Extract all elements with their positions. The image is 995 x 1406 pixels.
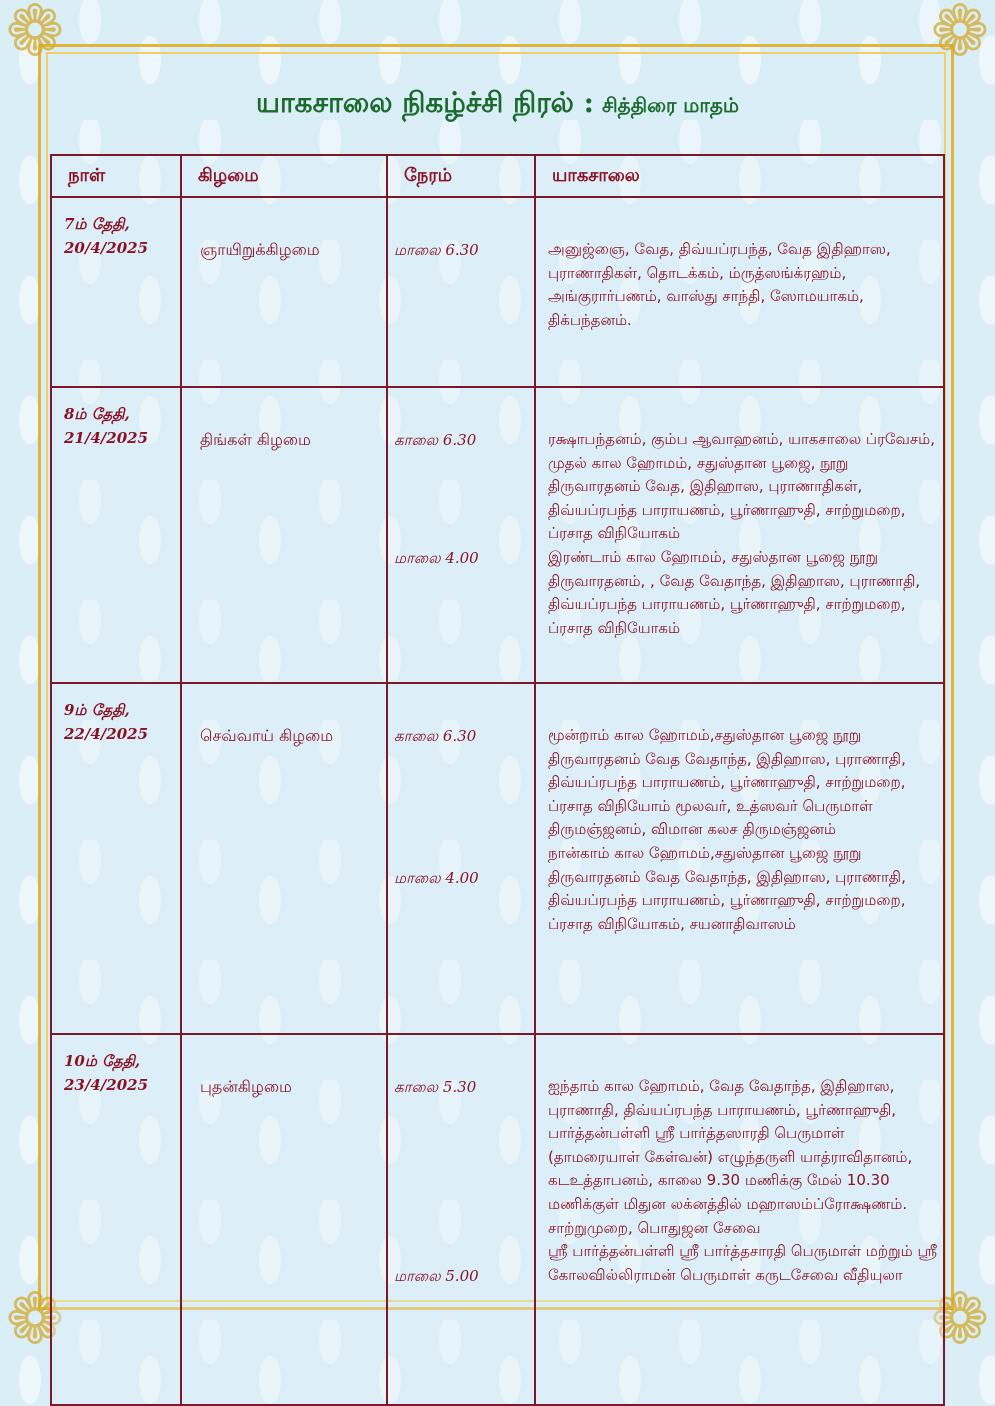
description-cell [535,683,944,1034]
ornament-corner-icon: ❁ [930,1278,990,1360]
ornament-corner-icon: ❁ [5,0,65,72]
ornament-corner-icon: ❁ [5,1278,65,1360]
ritual-description: மூன்றாம் கால ஹோமம்,சதுஸ்தான பூஜை நூறு திருவாரதனம் வேத வேதாந்த, இதிஹாஸ, புராணாதி, திவ்யப்ரபந்த பாராயணம், பூர்ணாஹுதி, சாற்றுமறை, ப்ரசாத விநியோம் மூலவர், உத்ஸவர் பெருமாள் திருமஞ்ஜனம், விமான கலச திருமஞ்ஜனம் [548,726,906,839]
page-title [0,86,995,123]
date-cell [51,387,181,683]
time-slot: மாலை 4.00 [394,869,479,887]
table-row [51,683,944,1034]
title-sub: சித்திரை மாதம் [602,93,739,117]
time-slot: காலை 6.30 [394,727,477,745]
ritual-description: ஸ்ரீ பார்த்தன்பள்ளி ஸ்ரீ பார்த்தசாரதி பெருமாள் மற்றும் ஸ்ரீ கோலவில்லிராமன் பெருமாள் கருடசேவை வீதியுலா [548,1242,937,1284]
table-row [51,1034,944,1405]
date-value: 20/4/2025 [64,239,149,257]
time-slot: காலை 5.30 [394,1078,477,1096]
title-main: யாகசாலை நிகழ்ச்சி நிரல் : [256,86,594,119]
time-slot: மாலை 6.30 [394,241,479,259]
date-cell [51,197,181,387]
header-date: நாள் [51,155,181,197]
date-day-number: 7ம் தேதி, [64,215,130,233]
date-day-number: 8ம் தேதி, [64,405,130,423]
time-slot: காலை 6.30 [394,431,477,449]
schedule-table [50,154,945,1406]
time-cell [387,683,535,1034]
time-slot: மாலை 4.00 [394,549,479,567]
time-cell [387,387,535,683]
description-cell [535,197,944,387]
time-cell [387,1034,535,1405]
ritual-description: இரண்டாம் கால ஹோமம், சதுஸ்தான பூஜை நூறு திருவாரதனம், , வேத வேதாந்த, இதிஹாஸ, புராணாதி, திவ்யப்ரபந்த பாராயணம், பூர்ணாஹுதி, சாற்றுமறை, ப்ரசாத விநியோகம் [548,547,921,637]
table-row [51,197,944,387]
ritual-description: நான்காம் கால ஹோமம்,சதுஸ்தான பூஜை நூறு திருவாரதனம் வேத வேதாந்த, இதிஹாஸ, புராணாதி, திவ்யப்ரபந்த பாராயணம், பூர்ணாஹுதி, சாற்றுமறை, ப்ரசாத விநியோகம், சயனாதிவாஸம் [548,843,906,933]
date-day-number: 9ம் தேதி, [64,701,130,719]
table-row [51,387,944,683]
time-cell [387,197,535,387]
time-slot: மாலை 5.00 [394,1267,479,1285]
date-value: 21/4/2025 [64,429,149,447]
date-value: 23/4/2025 [64,1076,149,1094]
header-day: கிழமை [181,155,387,197]
description-cell [535,1034,944,1405]
description-cell [535,387,944,683]
weekday-cell: திங்கள் கிழமை [181,387,387,683]
weekday-cell: ஞாயிறுக்கிழமை [181,197,387,387]
ritual-description: ரக்ஷாபந்தனம், கும்ப ஆவாஹனம், யாகசாலை ப்ரவேசம், முதல் கால ஹோமம், சதுஸ்தான பூஜை, நூறு திருவாரதனம் வேத, இதிஹாஸ, புராணாதிகள், திவ்யப்ரபந்த பாராயணம், பூர்ணாஹுதி, சாற்றுமறை, ப்ரசாத விநியோகம் [548,430,935,543]
header-row [51,155,944,197]
date-value: 22/4/2025 [64,725,149,743]
date-cell [51,1034,181,1405]
ritual-description: அனுஜ்ஞை, வேத, திவ்யப்ரபந்த, வேத இதிஹாஸ, புராணாதிகள், தொடக்கம், ம்ருத்ஸங்க்ரஹம், அங்குரார்பணம், வாஸ்து சாந்தி, ஸோமயாகம், திக்பந்தனம். [548,240,891,329]
ritual-description: ஐந்தாம் கால ஹோமம், வேத வேதாந்த, இதிஹாஸ, புராணாதி, திவ்யப்ரபந்த பாராயணம், பூர்ணாஹுதி, பார்த்தன்பள்ளி ஸ்ரீ பார்த்தஸாரதி பெருமாள் (தாமரையாள் கேள்வன்) எழுந்தருளி யாத்ராவிதானம், கடஉத்தாபனம், காலை 9.30 மணிக்கு மேல் 10.30 மணிக்குள் மிதுன லக்னத்தில் மஹாஸம்ப்ரோக்ஷணம். சாற்றுமுறை, பொதுஜன சேவை [548,1077,913,1237]
weekday-cell: புதன்கிழமை [181,1034,387,1405]
date-cell [51,683,181,1034]
weekday-cell: செவ்வாய் கிழமை [181,683,387,1034]
date-day-number: 10ம் தேதி, [64,1052,141,1070]
header-yagasalai: யாகசாலை [535,155,944,197]
ornament-corner-icon: ❁ [930,0,990,72]
header-time: நேரம் [387,155,535,197]
